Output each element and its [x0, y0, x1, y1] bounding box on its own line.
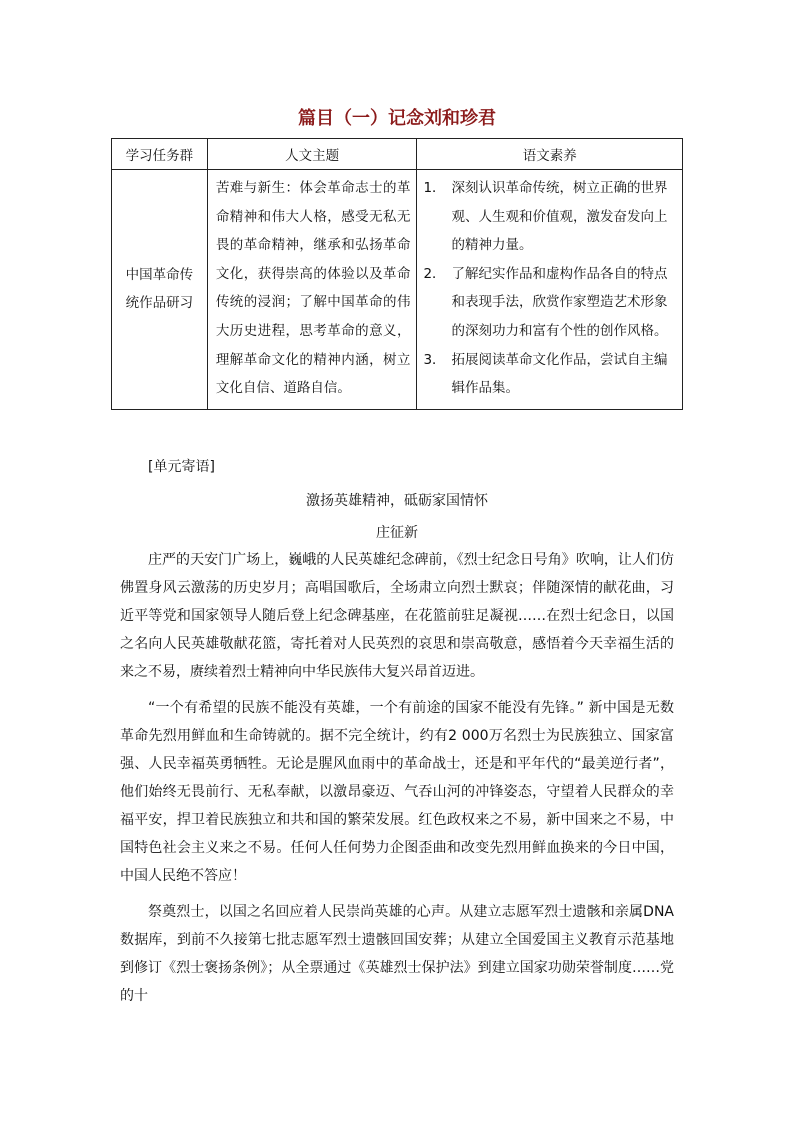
header-task-group: 学习任务群 [112, 139, 208, 170]
literacy-item-text: 深刻认识革命传统，树立正确的世界观、人生观和价值观，激发奋发向上的精神力量。 [451, 180, 668, 254]
essay-paragraph: 祭奠烈士，以国之名回应着人民崇尚英雄的心声。从建立志愿军烈士遗骸和亲属DNA数据库，到前不久接第七批志愿军烈士遗骸回国安葬；从建立全国爱国主义教育示范基地到修订《烈士褒扬条例》；从全票通过《英雄烈士保护法》到建立国家功勋荣誉制度……党的十 [120, 904, 674, 1004]
essay-title: 激扬英雄精神，砥砺家国情怀 [306, 493, 488, 509]
essay-paragraph: “一个有希望的民族不能没有英雄，一个有前途的国家不能没有先锋。” 新中国是无数革命先烈用鲜血和生命铸就的。据不完全统计，约有2 000万名烈士为民族独立、国家富强、人民幸福英勇牺牲。无论是腥风血雨中的革命战士，还是和平年代的“最美逆行者”，他们始终无畏前行、无私奉献，以激昂豪迈、气吞山河的冲锋姿态，守望着人民群众的幸福平安，捍卫着民族独立和共和国的繁荣发展。红色政权来之不易，新中国来之不易，中国特色社会主义来之不易。任何人任何势力企图歪曲和改变先烈用鲜血换来的今日中国，中国人民绝不答应！ [120, 700, 674, 884]
literacy-item-number: 1． [423, 180, 446, 196]
curriculum-table [111, 138, 683, 410]
table-header-row [112, 139, 683, 170]
header-literacy: 语文素养 [417, 139, 683, 170]
page-title: 篇目（一）记念刘和珍君 [298, 108, 496, 129]
literacy-cell [417, 170, 683, 410]
essay-paragraph: 庄严的天安门广场上，巍峨的人民英雄纪念碑前，《烈士纪念日号角》吹响，让人们仿佛置身风云激荡的历史岁月；高唱国歌后，全场肃立向烈士默哀；伴随深情的献花曲，习近平等党和国家领导人随后登上纪念碑基座，在花篮前驻足凝视……在烈士纪念日，以国之名向人民英雄敬献花篮，寄托着对人民英烈的哀思和崇高敬意，感悟着今天幸福生活的来之不易，赓续着烈士精神向中华民族伟大复兴昂首迈进。 [120, 552, 674, 680]
header-theme: 人文主题 [207, 139, 417, 170]
literacy-item-number: 3． [423, 351, 446, 368]
literacy-item-number: 2． [423, 265, 446, 282]
literacy-item-text: 了解纪实作品和虚构作品各自的特点和表现手法，欣赏作家塑造艺术形象的深刻功力和富有个性的创作风格。 [451, 265, 668, 339]
literacy-item [423, 346, 676, 403]
literacy-item [423, 260, 676, 346]
section-label: [单元寄语] [148, 459, 215, 475]
literacy-item [423, 174, 676, 260]
table-row [112, 170, 683, 410]
literacy-item-text: 拓展阅读革命文化作品，尝试自主编辑作品集。 [451, 351, 668, 397]
essay-body [120, 546, 674, 1010]
essay-author: 庄征新 [376, 525, 418, 541]
task-group-cell: 中国革命传统作品研习 [112, 170, 208, 410]
theme-cell: 苦难与新生：体会革命志士的革命精神和伟大人格，感受无私无畏的革命精神，继承和弘扬革命文化，获得崇高的体验以及革命传统的浸润；了解中国革命的伟大历史进程，思考革命的意义，理解革命文化的精神内涵，树立文化自信、道路自信。 [207, 170, 417, 410]
